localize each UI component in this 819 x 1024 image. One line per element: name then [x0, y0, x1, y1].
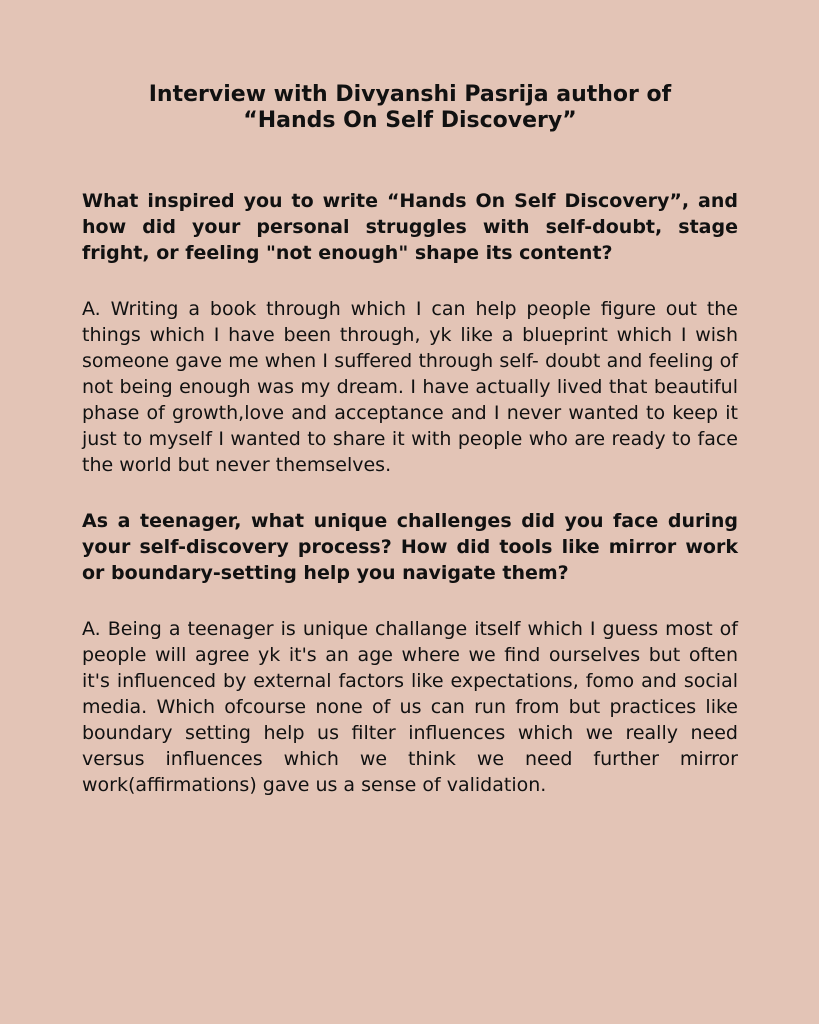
question-1: What inspired you to write “Hands On Self Discovery”, and how did your personal struggles with self-doubt, stage fright, or feeling "not enough" shape its content? — [82, 190, 738, 264]
interview-page — [82, 82, 738, 828]
title-line-2: “Hands On Self Discovery” — [243, 108, 577, 133]
answer-2: A. Being a teenager is unique challange itself which I guess most of people will agree yk it's an age where we find ourselves but often it's influenced by external factors like expectations, fomo and social media. Which ofcourse none of us can run from but practices like boundary setting help us filter influences which we really need versus influences which we think we need further mirror work(affirmations) gave us a sense of validation. — [82, 618, 738, 796]
answer-1: A. Writing a book through which I can help people figure out the things which I have been through, yk like a blueprint which I wish someone gave me when I suffered through self- doubt and feeling of not being enough was my dream. I have actually lived that beautiful phase of growth,love and acceptance and I never wanted to keep it just to myself I wanted to share it with people who are ready to face the world but never themselves. — [82, 298, 738, 476]
qa-item-2 — [82, 508, 738, 798]
title-line-1: Interview with Divyanshi Pasrija author of — [148, 82, 672, 107]
qa-item-1 — [82, 188, 738, 478]
question-2: As a teenager, what unique challenges did you face during your self-discovery process? How did tools like mirror work or boundary-setting help you navigate them? — [82, 510, 738, 584]
page-title — [82, 82, 738, 134]
